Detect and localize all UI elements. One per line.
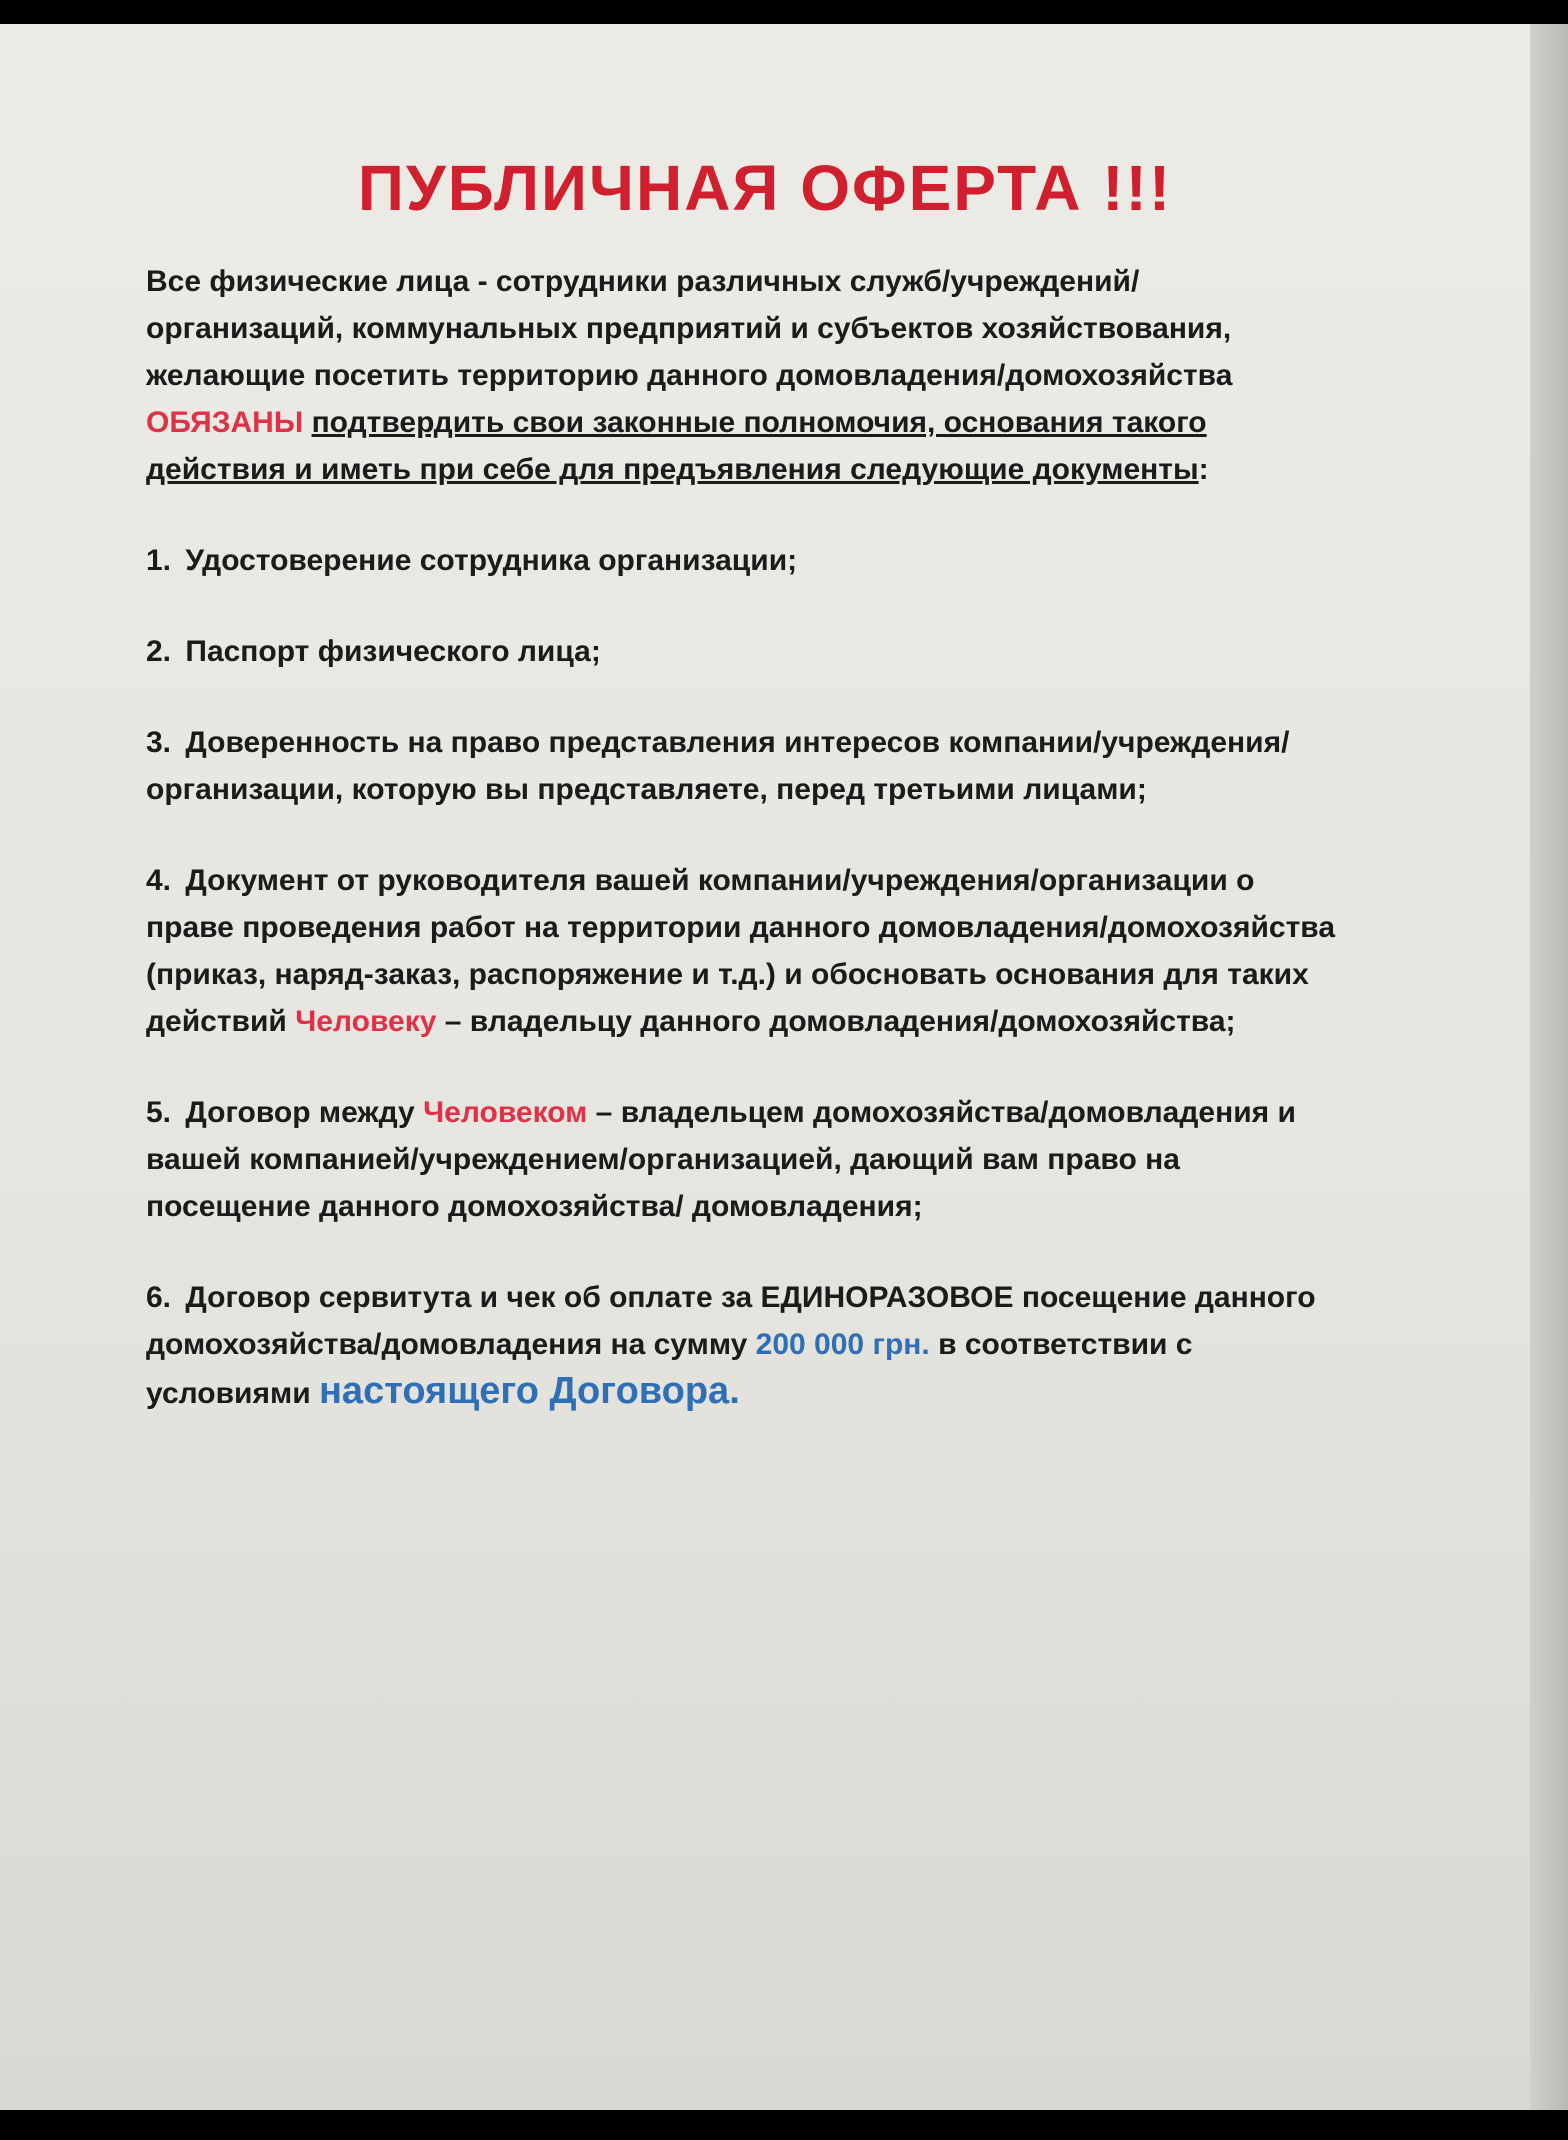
payment-amount: 200 000 грн. (755, 1328, 930, 1361)
intro-paragraph (146, 258, 1336, 493)
item-text: Договор сервитута и чек об оплате за ЕДИНОРАЗОВОЕ посещение данного домохозяйства/домовладения на сумму (146, 1281, 1316, 1361)
item-text-after: – владельцу данного домовладения/домохозяйства; (444, 1005, 1236, 1038)
list-item-5 (146, 1089, 1336, 1230)
document-body (146, 258, 1336, 1417)
item-highlight: Человеку (295, 1005, 437, 1038)
list-item-3 (146, 719, 1336, 813)
item-number: 5. (146, 1096, 172, 1129)
item-number: 4. (146, 864, 172, 897)
list-item-1 (146, 537, 1336, 584)
list-item-6 (146, 1274, 1336, 1417)
document-title: ПУБЛИЧНАЯ ОФЕРТА !!! (357, 151, 1173, 224)
intro-colon: : (1198, 453, 1209, 486)
item-text: Доверенность на право представления интересов компании/учреждения/организации, которую вы представляете, перед третьими лицами; (146, 726, 1290, 806)
contract-reference: настоящего Договора. (318, 1370, 740, 1412)
item-highlight: Человеком (423, 1096, 588, 1129)
item-number: 2. (146, 635, 172, 668)
item-text-after: – владельцем домохозяйства/домовладения и вашей компанией/учреждением/организацией, дающий вам право на посещение данного домохозяйства/ домовладения; (146, 1096, 1296, 1223)
item-number: 6. (146, 1281, 172, 1314)
list-item-2 (146, 628, 1336, 675)
item-text: Договор между (185, 1096, 415, 1129)
item-text-middle: в соответствии с условиями (146, 1328, 1193, 1410)
intro-text: Все физические лица - сотрудники различных служб/учреждений/организаций, коммунальных предприятий и субъектов хозяйствования, желающие посетить территорию данного домовладения/домохозяйства (146, 265, 1233, 392)
item-number: 3. (146, 726, 172, 759)
item-text: Удостоверение сотрудника организации; (185, 544, 798, 577)
item-number: 1. (146, 544, 172, 577)
item-text: Документ от руководителя вашей компании/учреждения/организации о праве проведения работ на территории данного домовладения/домохозяйства (приказ, наряд-заказ, распоряжение и т.д.) и обосновать основания для таких действий (146, 864, 1335, 1038)
item-text: Паспорт физического лица; (185, 635, 601, 668)
intro-emphasis: ОБЯЗАНЫ (146, 406, 304, 439)
list-item-4 (146, 857, 1336, 1045)
intro-underlined: подтвердить свои законные полномочия, основания такого действия и иметь при себе для предъявления следующие документы (146, 406, 1207, 486)
paper-edge-shadow (1530, 24, 1568, 2110)
